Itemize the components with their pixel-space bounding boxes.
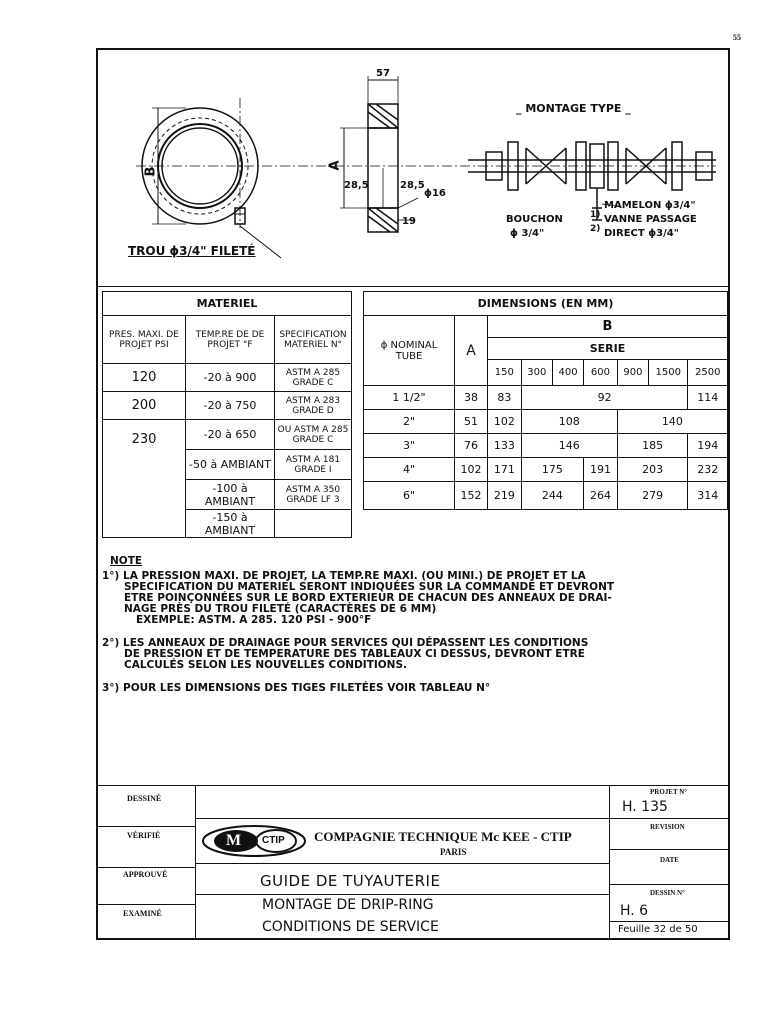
tb-examine-cell [96, 904, 196, 940]
tb-company-cell [195, 818, 610, 864]
b-cell: 92 [521, 386, 688, 410]
materiel-table [102, 291, 352, 538]
dim-B-label: B [143, 166, 159, 177]
nominal-cell: 1 1/2" [364, 386, 455, 410]
drawing-title-2: MONTAGE DE DRIP-RING [262, 897, 434, 913]
serie-header: 600 [584, 360, 618, 386]
note-2-line-3: CALCULÉS SELON LES NOUVELLES CONDITIONS. [124, 659, 408, 671]
tb-verifie-cell [96, 826, 196, 868]
serie-header: 900 [617, 360, 648, 386]
b-cell: 175 [521, 458, 583, 482]
company-city: PARIS [440, 847, 467, 857]
dimensions-title: DIMENSIONS (EN MM) [364, 292, 728, 316]
company-logo [202, 825, 306, 857]
nominal-cell: 2" [364, 410, 455, 434]
pres-cell: 120 [103, 364, 186, 392]
tb-revision-cell [609, 818, 730, 850]
spec-cell [275, 510, 352, 538]
b-cell: 264 [584, 482, 618, 510]
drawing-title-3: CONDITIONS DE SERVICE [262, 919, 439, 935]
vanne-label-2: DIRECT ϕ3/4" [604, 228, 679, 239]
a-cell: 51 [455, 410, 488, 434]
nominal-cell: 4" [364, 458, 455, 482]
dessin-value: H. 6 [620, 903, 649, 919]
nominal-cell: 6" [364, 482, 455, 510]
tb-approuve: APPROUVÉ [123, 870, 168, 879]
spec-cell: ASTM A 181 GRADE I [275, 450, 352, 480]
date-label: DATE [660, 856, 679, 864]
temp-cell: -150 à AMBIANT [186, 510, 275, 538]
dessin-label: DESSIN N° [650, 889, 685, 897]
b-cell: 83 [488, 386, 522, 410]
b-cell: 219 [488, 482, 522, 510]
tb-verifie: VÉRIFIÉ [127, 831, 161, 840]
tb-blank-cell [195, 785, 610, 819]
montage-type-label: _ MONTAGE TYPE _ [516, 102, 631, 115]
serie-header: 150 [488, 360, 522, 386]
b-cell: 171 [488, 458, 522, 482]
note-1-line-5: EXEMPLE: ASTM. A 285. 120 PSI - 900°F [136, 614, 372, 626]
b-cell: 314 [688, 482, 728, 510]
temp-cell: -50 à AMBIANT [186, 450, 275, 480]
b-cell: 203 [617, 458, 688, 482]
b-cell: 146 [521, 434, 617, 458]
col-nominal: ϕ NOMINAL TUBE [364, 316, 455, 386]
serie-header: 2500 [688, 360, 728, 386]
dimensions-table [363, 291, 728, 510]
serie-header: 400 [552, 360, 583, 386]
mamelon-label: MAMELON ϕ3/4" [604, 200, 696, 211]
dim-28-5-right: 28,5 [400, 180, 425, 191]
col-pres: PRES. MAXI. DE PROJET PSI [103, 316, 186, 364]
bouchon-label-2: ϕ 3/4" [510, 228, 545, 239]
note-1-line-4: NAGE PRÈS DU TROU FILETÉ (CARACTÈRES DE 6 MM) [124, 603, 437, 615]
b-cell: 279 [617, 482, 688, 510]
note-3: 3°) POUR LES DIMENSIONS DES TIGES FILETÉES VOIR TABLEAU N° [102, 682, 491, 694]
dim-19: 19 [402, 216, 416, 227]
b-cell: 244 [521, 482, 583, 510]
col-temp: TEMP.RE DE DE PROJET °F [186, 316, 275, 364]
a-cell: 152 [455, 482, 488, 510]
col-spec: SPECIFICATION MATERIEL N° [275, 316, 352, 364]
tb-title1-cell [195, 863, 610, 895]
b-cell: 191 [584, 458, 618, 482]
temp-cell: -100 à AMBIANT [186, 480, 275, 510]
col-a: A [455, 316, 488, 386]
temp-cell: -20 à 900 [186, 364, 275, 392]
logo-ctip-text: CTIP [262, 835, 285, 846]
notes-heading: NOTE [110, 555, 143, 567]
note-1-line-1: 1°) LA PRESSION MAXI. DE PROJET, LA TEMP.RE MAXI. (OU MINI.) DE PROJET ET LA [102, 570, 586, 582]
b-cell: 185 [617, 434, 688, 458]
spec-cell: OU ASTM A 285 GRADE C [275, 420, 352, 450]
spec-cell: ASTM A 283 GRADE D [275, 392, 352, 420]
dim-A-label: A [327, 160, 343, 171]
tb-approuve-cell [96, 867, 196, 905]
col-serie: SERIE [488, 338, 728, 360]
feuille-value: Feuille 32 de 50 [618, 924, 698, 935]
nominal-cell: 3" [364, 434, 455, 458]
vanne-label-1: VANNE PASSAGE [604, 214, 697, 225]
dim-phi16: ϕ16 [424, 188, 446, 199]
logo-m-text: M [226, 832, 242, 849]
serie-header: 300 [521, 360, 552, 386]
note-1-line-3: ETRE POINÇONNÉES SUR LE BORD EXTERIEUR DE CHACUN DES ANNEAUX DE DRAI- [124, 592, 612, 604]
page-number: 55 [733, 33, 741, 42]
callout-1: 1) [590, 210, 601, 220]
pres-cell: 200 [103, 392, 186, 420]
pres-cell: 230 [103, 420, 186, 538]
note-2-line-1: 2°) LES ANNEAUX DE DRAINAGE POUR SERVICES QUI DÉPASSENT LES CONDITIONS [102, 637, 589, 649]
serie-header: 1500 [649, 360, 688, 386]
dim-28-5-left: 28,5 [344, 180, 369, 191]
b-cell: 108 [521, 410, 617, 434]
projet-label: PROJET N° [650, 788, 688, 796]
tb-dessin-cell [609, 884, 730, 922]
tb-feuille-cell [609, 921, 730, 940]
tb-dessine-cell [96, 785, 196, 827]
b-cell: 232 [688, 458, 728, 482]
tb-projet-cell [609, 785, 730, 819]
a-cell: 38 [455, 386, 488, 410]
a-cell: 76 [455, 434, 488, 458]
temp-cell: -20 à 750 [186, 392, 275, 420]
b-cell: 140 [617, 410, 727, 434]
notes-section [102, 556, 728, 694]
bouchon-label-1: BOUCHON [506, 214, 563, 225]
tb-dessine: DESSINÉ [127, 794, 162, 803]
b-cell: 102 [488, 410, 522, 434]
trou-label: TROU ϕ3/4" FILETÉ [128, 244, 256, 258]
note-1-line-2: SPECIFICATION DU MATERIEL SERONT INDIQUÉES SUR LA COMMANDE ET DEVRONT [124, 581, 615, 593]
b-cell: 194 [688, 434, 728, 458]
b-cell: 114 [688, 386, 728, 410]
callout-2: 2) [590, 224, 601, 234]
spec-cell: ASTM A 285 GRADE C [275, 364, 352, 392]
b-cell: 133 [488, 434, 522, 458]
tb-examine: EXAMINÉ [123, 909, 162, 918]
drawing-divider [96, 286, 730, 287]
note-2-line-2: DE PRESSION ET DE TEMPERATURE DES TABLEAUX CI DESSUS, DEVRONT ETRE [124, 648, 585, 660]
company-name: COMPAGNIE TECHNIQUE Mc KEE - CTIP [314, 829, 572, 844]
tb-date-cell [609, 849, 730, 885]
tb-title2-cell [195, 894, 610, 940]
col-b: B [488, 316, 728, 338]
a-cell: 102 [455, 458, 488, 482]
projet-value: H. 135 [622, 799, 668, 815]
materiel-title: MATERIEL [103, 292, 352, 316]
revision-label: REVISION [650, 823, 685, 831]
drawing-title-1: GUIDE DE TUYAUTERIE [260, 872, 441, 890]
temp-cell: -20 à 650 [186, 420, 275, 450]
dim-57-label: 57 [376, 68, 390, 79]
spec-cell: ASTM A 350 GRADE LF 3 [275, 480, 352, 510]
